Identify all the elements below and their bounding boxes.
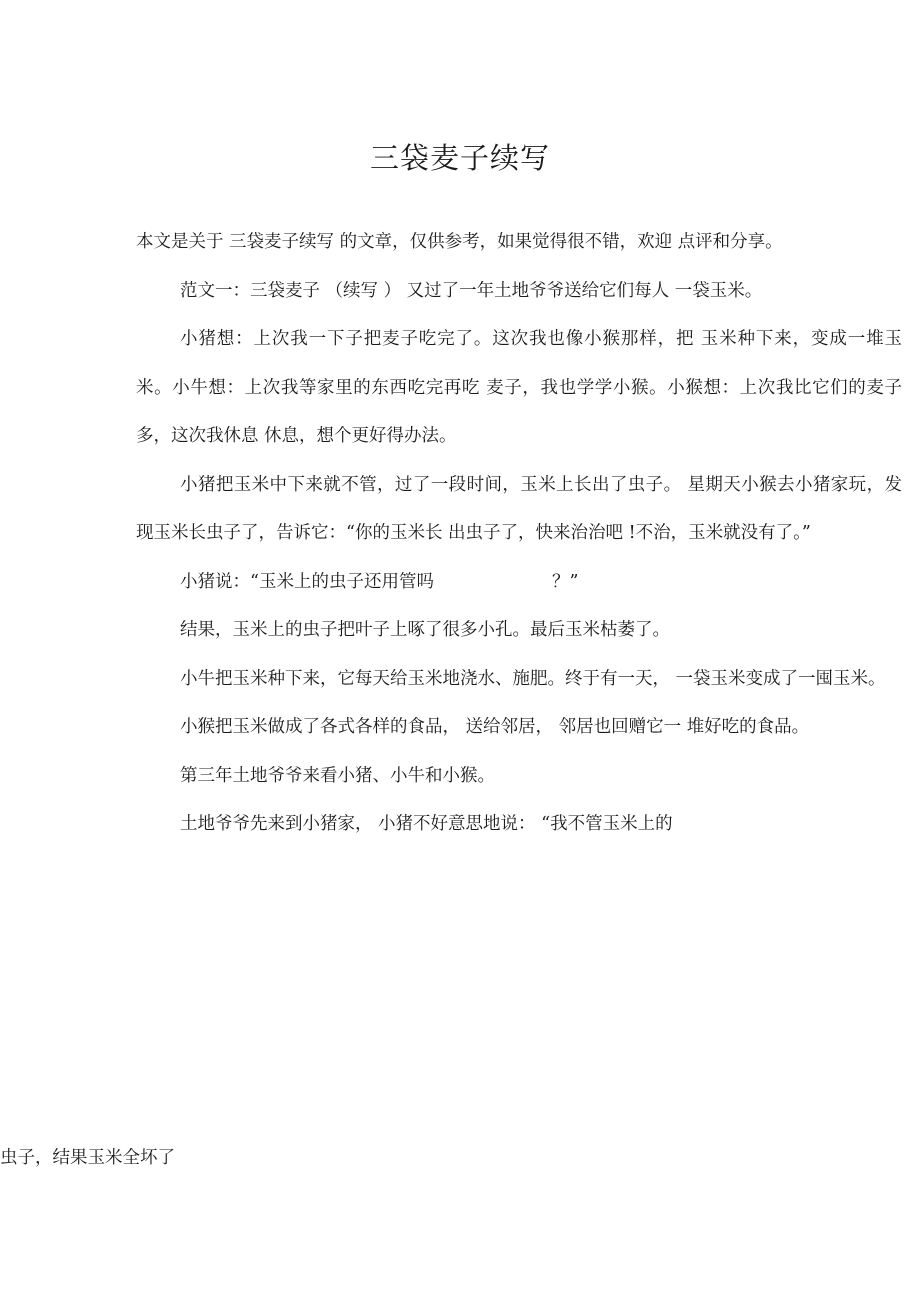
paragraph-grandpa-visit: 土地爷爷先来到小猪家， 小猪不好意思地说： “我不管玉米上的 [180, 814, 673, 834]
paragraph-corn-withered: 结果，玉米上的虫子把叶子上啄了很多小孔。最后玉米枯萎了。 [180, 620, 670, 640]
document-title: 三袋麦子续写 [369, 141, 550, 175]
pig-question-text: 小猪说：“玉米上的虫子还用管吗 [180, 571, 434, 592]
paragraph-monkey-food: 小猴把玉米做成了各式各样的食品， 送给邻居， 邻居也回赠它一 堆好吃的食品。 [180, 717, 810, 737]
paragraph-ox-corn: 小牛把玉米种下来，它每天给玉米地浇水、施肥。终于有一天， 一袋玉米变成了一囤玉米。 [180, 668, 886, 689]
paragraph-sample-one: 范文一：三袋麦子 （续写 ） 又过了一年土地爷爷送给它们每人 一袋玉米。 [180, 280, 763, 301]
paragraph-pig-bugs: 小猪把玉米中下来就不管，过了一段时间，玉米上长出了虫子。 星期天小猴去小猪家玩，发现玉米长虫子了，告诉它：“你的玉米长 出虫子了，快来治治吧 !不治，玉米就没有了。” [136, 474, 902, 543]
document-body [136, 218, 902, 849]
continuation-text: 虫子，结果玉米全坏了 [0, 1148, 175, 1168]
paragraph-pig-question [136, 558, 902, 607]
paragraph-animals-thoughts: 小猪想：上次我一下子把麦子吃完了。这次我也像小猴那样，把 玉米种下来，变成一堆玉米。小牛想：上次我等家里的东西吃完再吃 麦子，我也学学小猴。小猴想：上次我比它们的麦子多，这次我休息 休息，想个更好得办法。 [136, 329, 902, 446]
paragraph-third-year: 第三年土地爷爷来看小猪、小牛和小猴。 [180, 765, 495, 786]
intro-paragraph: 本文是关于 三袋麦子续写 的文章，仅供参考，如果觉得很不错，欢迎 点评和分享。 [136, 232, 783, 252]
pig-question-mark: ？” [551, 571, 579, 592]
